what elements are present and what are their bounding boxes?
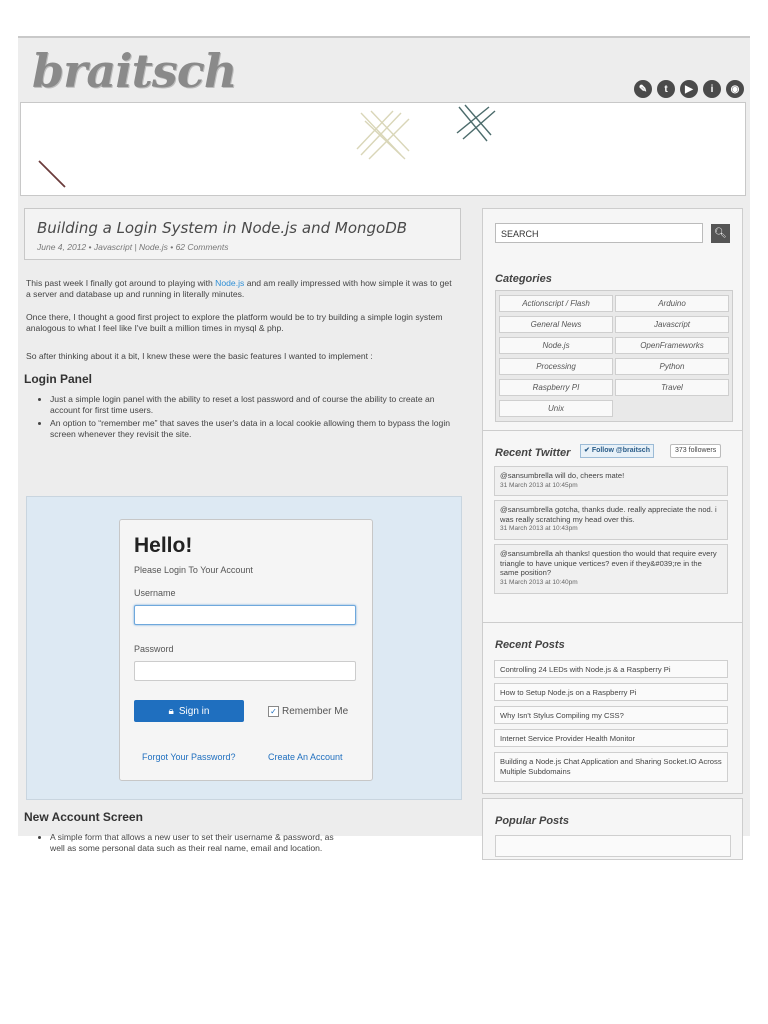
twitter-icon[interactable]: t [657,80,675,98]
tweet-time: 31 March 2013 at 10:43pm [500,525,578,532]
popular-posts-title: Popular Posts [495,815,569,827]
search-input[interactable]: SEARCH [495,223,703,243]
checkbox-icon[interactable]: ✓ [268,706,279,717]
post-title[interactable]: Building a Login System in Node.js and MongoDB [37,219,408,237]
post-paragraph: Once there, I thought a good first project to explore the platform would be to try building a simple login system analogous to what I feel like I've built a million times in mysql & php. [26,312,443,333]
login-features-list [36,394,460,442]
recent-post-item[interactable]: Why Isn't Stylus Compiling my CSS? [494,706,728,724]
sign-in-button[interactable] [134,700,244,722]
twitter-bird-icon: ✔ [584,447,592,454]
page [18,36,750,853]
password-label: Password [134,644,174,654]
category-item[interactable]: Actionscript / Flash [499,295,613,312]
tweet-time: 31 March 2013 at 10:40pm [500,578,578,586]
category-item[interactable]: General News [499,316,613,333]
forgot-password-link[interactable]: Forgot Your Password? [142,752,236,762]
search-categories-widget [482,208,743,432]
tweet-item[interactable] [494,466,728,496]
social-links [634,80,744,98]
search-button[interactable] [711,224,730,243]
create-account-link[interactable]: Create An Account [268,752,343,762]
category-item[interactable]: OpenFrameworks [615,337,729,354]
post-paragraph [26,278,456,300]
post-meta: June 4, 2012 • Javascript | Node.js • 62 Comments [37,242,229,252]
header-banner [20,102,746,196]
nodejs-link[interactable]: Node.js [215,278,245,288]
paragraph-text: This past week I finally got around to playing with [26,278,216,288]
paragraph-text: and am really impressed with how simple it was to get a server and database up and running in literally minutes. [26,278,452,299]
category-item[interactable]: Python [615,358,729,375]
follow-label: Follow @braitsch [591,447,650,454]
rss-icon[interactable]: ◉ [726,80,744,98]
category-item[interactable]: Travel [615,379,729,396]
categories-title: Categories [495,273,552,285]
banner-graphic [21,103,745,195]
list-item: • A simple form that allows a new user to set their username & password, as well as some personal data such as their real name, email and location. [50,832,350,853]
username-label: Username [134,588,176,598]
recent-post-item[interactable]: Building a Node.js Chat Application and Sharing Socket.IO Across Multiple Subdomains [494,752,728,782]
list-item: • An option to “remember me” that saves the user's data in a local cookie allowing them to bypass the login screen whenever they revisit the site. [50,418,460,439]
lock-icon: 🔒︎ [168,705,174,717]
password-input[interactable] [134,661,356,681]
sidebar [482,208,742,848]
post-header [24,208,461,260]
category-item[interactable]: Processing [499,358,613,375]
site-logo[interactable]: braitsch [32,44,237,98]
main-content [24,208,462,853]
info-icon[interactable]: i [703,80,721,98]
youtube-icon[interactable]: ▶ [680,80,698,98]
new-account-features-list [36,832,460,856]
followers-count: 373 followers [670,444,721,458]
category-item[interactable]: Raspberry PI [499,379,613,396]
search-icon: 🔍︎ [714,228,727,239]
tweet-item[interactable] [494,500,728,540]
popular-post-item[interactable] [495,835,731,857]
sign-in-label: Sign in [178,705,210,717]
category-item[interactable]: Unix [499,400,613,417]
login-heading: Hello! [134,534,193,557]
category-item[interactable]: Javascript [615,316,729,333]
recent-post-item[interactable]: Controlling 24 LEDs with Node.js & a Raspberry Pi [494,660,728,678]
section-heading-new-account: New Account Screen [24,810,143,824]
post-paragraph: So after thinking about it a bit, I knew these were the basic features I wanted to implement : [26,351,373,361]
remember-label: Remember Me [282,706,349,717]
categories-grid [495,290,733,422]
popular-posts-widget [482,798,743,860]
username-input[interactable] [134,605,356,625]
list-item: • Just a simple login panel with the ability to reset a lost password and of course the ability to create an account for first time users. [50,394,460,415]
tweet-text: @sansumbrella ah thanks! question tho would that require every triangle to have unique vertices? even if they&#039;re in the same position? [500,549,717,577]
login-screenshot [26,496,462,800]
pencil-icon[interactable]: ✎ [634,80,652,98]
tweet-text: @sansumbrella will do, cheers mate! [500,471,625,480]
login-subtitle: Please Login To Your Account [134,565,253,575]
recent-post-item[interactable]: How to Setup Node.js on a Raspberry Pi [494,683,728,701]
login-panel [119,519,373,781]
category-item[interactable]: Node.js [499,337,613,354]
recent-posts-title: Recent Posts [495,639,565,651]
tweet-item[interactable] [494,544,728,594]
follow-button[interactable] [580,444,654,458]
section-heading-login-panel: Login Panel [24,372,93,386]
remember-me-checkbox[interactable] [268,706,348,717]
twitter-title: Recent Twitter [495,447,571,459]
recent-post-item[interactable]: Internet Service Provider Health Monitor [494,729,728,747]
tweet-time: 31 March 2013 at 10:45pm [500,481,578,489]
category-item[interactable]: Arduino [615,295,729,312]
tweet-text: @sansumbrella gotcha, thanks dude. really appreciate the nod. i was really scratching my head over this. [500,505,717,524]
